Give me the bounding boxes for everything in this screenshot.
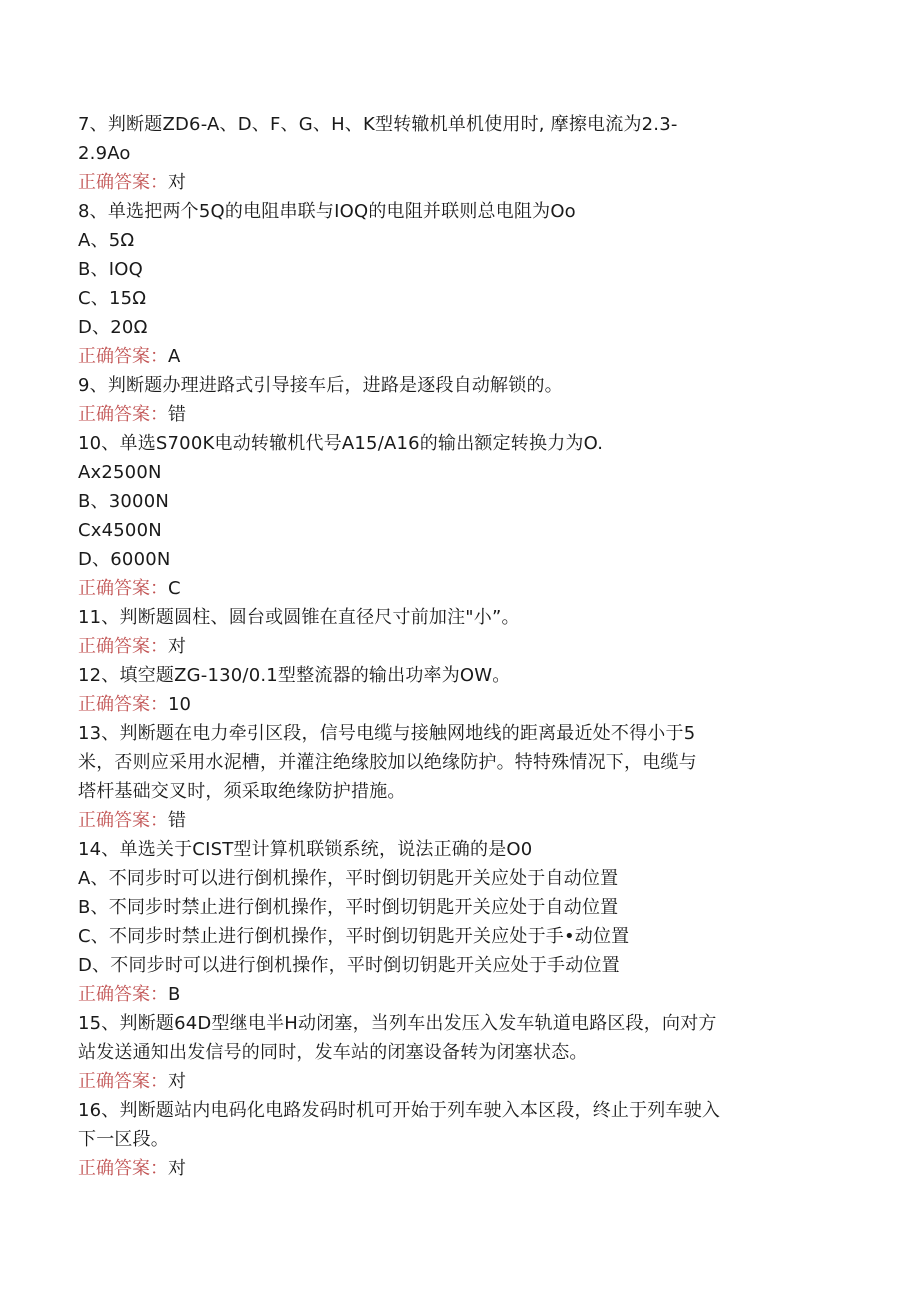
option-b: B、IOQ (78, 259, 143, 280)
answer-value: 对 (168, 172, 186, 193)
question-stem: 8、单选把两个5Q的电阻串联与IOQ的电阻并联则总电阻为Oo (78, 201, 576, 222)
question-stem: 10、单选S700K电动转辙机代号A15/A16的输出额定转换力为O. (78, 433, 604, 454)
option-b: B、3000N (78, 491, 170, 512)
question-stem: 7、判断题ZD6-A、D、F、G、H、K型转辙机单机使用时, 摩擦电流为2.3- (78, 114, 678, 135)
question-stem: 12、填空题ZG-130/0.1型整流器的输出功率为OW。 (78, 665, 511, 686)
option-d: D、20Ω (78, 317, 148, 338)
question-stem: 11、判断题圆柱、圆台或圆锥在直径尺寸前加注"小”。 (78, 607, 520, 628)
answer-row (78, 168, 848, 197)
answer-label: 正确答案： (78, 810, 168, 831)
option-d: D、不同步时可以进行倒机操作，平时倒切钥匙开关应处于手动位置 (78, 955, 620, 976)
question-10 (78, 429, 848, 603)
answer-row (78, 1067, 848, 1096)
question-stem: 站发送通知出发信号的同时，发车站的闭塞设备转为闭塞状态。 (78, 1042, 588, 1063)
answer-label: 正确答案： (78, 172, 168, 193)
answer-label: 正确答案： (78, 578, 168, 599)
option-a: A、不同步时可以进行倒机操作，平时倒切钥匙开关应处于自动位置 (78, 868, 619, 889)
question-stem: 2.9Ao (78, 143, 131, 164)
answer-value: 对 (168, 636, 186, 657)
answer-value: B (168, 984, 181, 1005)
answer-label: 正确答案： (78, 1071, 168, 1092)
option-c: Cx4500N (78, 520, 162, 541)
answer-row (78, 342, 848, 371)
option-d: D、6000N (78, 549, 171, 570)
option-c: C、不同步时禁止进行倒机操作，平时倒切钥匙开关应处于手•动位置 (78, 926, 630, 947)
answer-label: 正确答案： (78, 404, 168, 425)
answer-label: 正确答案： (78, 694, 168, 715)
answer-row (78, 806, 848, 835)
answer-value: 错 (168, 810, 186, 831)
answer-value: C (168, 578, 181, 599)
answer-row (78, 690, 848, 719)
document-page (78, 110, 848, 1183)
question-13 (78, 719, 848, 835)
question-stem: 下一区段。 (78, 1129, 169, 1150)
answer-row (78, 632, 848, 661)
question-14 (78, 835, 848, 1009)
question-11 (78, 603, 848, 661)
answer-label: 正确答案： (78, 346, 168, 367)
option-c: C、15Ω (78, 288, 147, 309)
question-16 (78, 1096, 848, 1183)
option-a: A、5Ω (78, 230, 135, 251)
answer-value: 10 (168, 694, 191, 715)
answer-row (78, 980, 848, 1009)
option-a: Ax2500N (78, 462, 162, 483)
question-stem: 15、判断题64D型继电半H动闭塞，当列车出发压入发车轨道电路区段，向对方 (78, 1013, 717, 1034)
answer-label: 正确答案： (78, 636, 168, 657)
answer-value: 错 (168, 404, 186, 425)
answer-row (78, 1154, 848, 1183)
question-stem: 塔杆基础交叉时，须采取绝缘防护措施。 (78, 781, 406, 802)
answer-label: 正确答案： (78, 984, 168, 1005)
answer-value: 对 (168, 1071, 186, 1092)
answer-label: 正确答案： (78, 1158, 168, 1179)
question-12 (78, 661, 848, 719)
answer-row (78, 400, 848, 429)
question-stem: 13、判断题在电力牵引区段，信号电缆与接触网地线的距离最近处不得小于5 (78, 723, 696, 744)
answer-value: 对 (168, 1158, 186, 1179)
question-15 (78, 1009, 848, 1096)
option-b: B、不同步时禁止进行倒机操作，平时倒切钥匙开关应处于自动位置 (78, 897, 619, 918)
question-9 (78, 371, 848, 429)
answer-row (78, 574, 848, 603)
question-7 (78, 110, 848, 197)
question-stem: 米，否则应采用水泥槽，并灌注绝缘胶加以绝缘防护。特特殊情况下，电缆与 (78, 752, 697, 773)
answer-value: A (168, 346, 181, 367)
question-stem: 16、判断题站内电码化电路发码时机可开始于列车驶入本区段，终止于列车驶入 (78, 1100, 721, 1121)
question-stem: 14、单选关于CIST型计算机联锁系统，说法正确的是O0 (78, 839, 533, 860)
question-stem: 9、判断题办理进路式引导接车后，进路是逐段自动解锁的。 (78, 375, 563, 396)
question-8 (78, 197, 848, 371)
